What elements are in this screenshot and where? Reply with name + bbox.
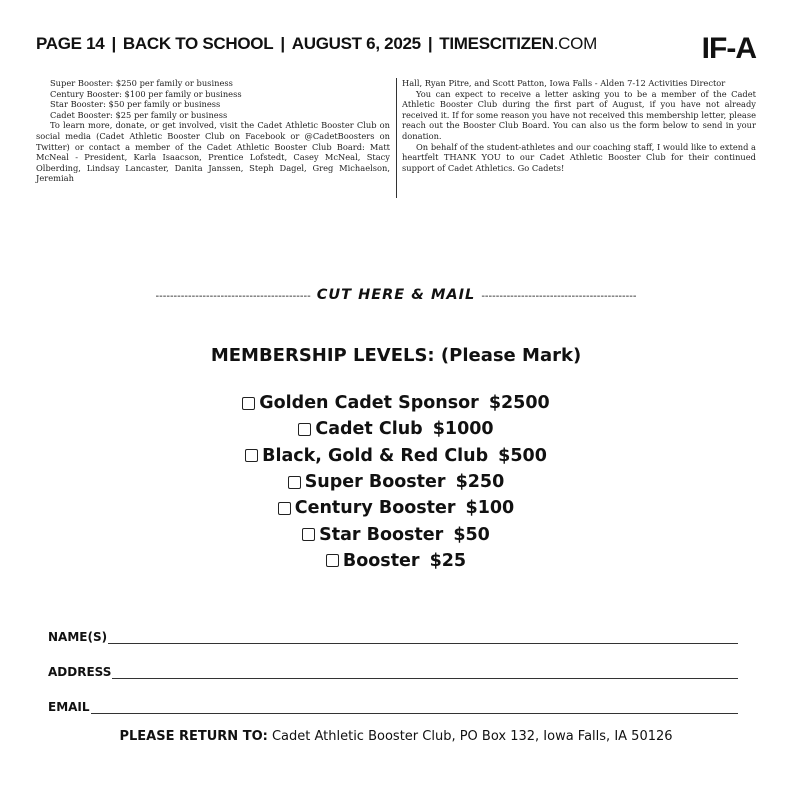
level-checkbox[interactable] xyxy=(278,502,291,515)
membership-level xyxy=(0,469,792,495)
level-name: Cadet Club xyxy=(315,419,423,440)
address-fill-line[interactable] xyxy=(112,667,738,679)
membership-level xyxy=(0,443,792,469)
level-price: $50 xyxy=(453,524,490,545)
level-name: Star Booster xyxy=(319,524,444,545)
edition-code: IF-A xyxy=(701,32,756,65)
return-address xyxy=(0,729,792,744)
article-paragraph: Hall, Ryan Pitre, and Scott Patton, Iowa Falls - Alden 7-12 Activities Director xyxy=(402,78,726,88)
name-fill-line[interactable] xyxy=(108,632,738,644)
level-checkbox[interactable] xyxy=(245,449,258,462)
site-name: TIMESCITIZEN xyxy=(439,34,554,53)
name-field[interactable] xyxy=(48,630,738,644)
level-name: Super Booster xyxy=(304,472,446,493)
level-checkbox[interactable] xyxy=(288,476,301,489)
column-divider xyxy=(396,78,397,198)
header-separator: | xyxy=(427,34,433,53)
membership-level xyxy=(0,416,792,442)
membership-level xyxy=(0,495,792,521)
level-checkbox[interactable] xyxy=(326,554,339,567)
page-number: PAGE 14 xyxy=(36,34,105,53)
level-price: $250 xyxy=(455,472,505,493)
membership-level xyxy=(0,548,792,574)
address-field[interactable] xyxy=(48,665,738,679)
membership-levels-list xyxy=(0,390,792,574)
level-price: $100 xyxy=(465,498,515,519)
email-label: EMAIL xyxy=(48,700,90,714)
level-checkbox[interactable] xyxy=(302,528,315,541)
membership-level xyxy=(0,521,792,547)
header-line xyxy=(36,34,597,54)
level-checkbox[interactable] xyxy=(242,397,255,410)
cut-dashes-left: ------------------------------------------- xyxy=(155,291,311,302)
section-name: BACK TO SCHOOL xyxy=(122,34,274,53)
article-paragraph: You can expect to receive a letter asking you to be a member of the Cadet Athletic Booster Club during the first part of August, if you have not already received it. If for some reason you have not received this membership letter, please reach out the Booster Club Board. You can also us the form below to send in your donation. xyxy=(402,88,756,141)
name-label: NAME(S) xyxy=(48,630,108,644)
tier-line: Super Booster: $250 per family or business xyxy=(50,78,233,88)
tier-line: Century Booster: $100 per family or business xyxy=(50,88,242,99)
issue-date: AUGUST 6, 2025 xyxy=(291,34,421,53)
level-price: $25 xyxy=(429,550,467,571)
level-name: Booster xyxy=(342,550,420,571)
email-field[interactable] xyxy=(48,700,738,714)
cut-here-line xyxy=(36,287,756,303)
header-separator: | xyxy=(111,34,116,53)
header-separator: | xyxy=(280,34,285,53)
cut-dashes-right: ------------------------------------------- xyxy=(481,291,637,302)
level-price: $1000 xyxy=(432,419,494,440)
level-name: Golden Cadet Sponsor xyxy=(259,393,479,414)
level-checkbox[interactable] xyxy=(298,423,311,436)
article-paragraph: To learn more, donate, or get involved, visit the Cadet Athletic Booster Club on social media (Cadet Athletic Booster Club on Facebook or @CadetBoosters on Twitter) or contact a member of the Cadet Athletic Booster Club Board: Matt McNeal - President, Karla Isaacson, Prentice Lofstedt, Casey McNeal, Stacy Olberding, Lindsay Lancaster, Danita Janssen, Steph Dagel, Greg Michaelson, Jeremiah xyxy=(36,120,390,184)
level-price: $2500 xyxy=(488,393,550,414)
article-right-column xyxy=(402,78,756,173)
level-name: Century Booster xyxy=(294,498,456,519)
article-left-column xyxy=(36,78,390,184)
return-label: PLEASE RETURN TO: xyxy=(119,729,268,744)
article-paragraph: On behalf of the student-athletes and our coaching staff, I would like to extend a heartfelt THANK YOU to our Cadet Athletic Booster Club for their continued support of Cadet Athletics. Go Cadets! xyxy=(402,141,756,173)
membership-levels-title: MEMBERSHIP LEVELS: (Please Mark) xyxy=(210,345,582,366)
site-extension: .COM xyxy=(553,34,597,53)
cut-label: CUT HERE & MAIL xyxy=(316,287,476,303)
email-fill-line[interactable] xyxy=(91,702,738,714)
level-name: Black, Gold & Red Club xyxy=(262,445,489,466)
membership-level xyxy=(0,390,792,416)
address-label: ADDRESS xyxy=(48,665,112,679)
tier-line: Cadet Booster: $25 per family or business xyxy=(50,109,228,120)
return-address-text: Cadet Athletic Booster Club, PO Box 132, Iowa Falls, IA 50126 xyxy=(271,729,673,744)
page-header xyxy=(36,34,756,64)
tier-line: Star Booster: $50 per family or business xyxy=(50,99,221,110)
level-price: $500 xyxy=(498,445,547,466)
